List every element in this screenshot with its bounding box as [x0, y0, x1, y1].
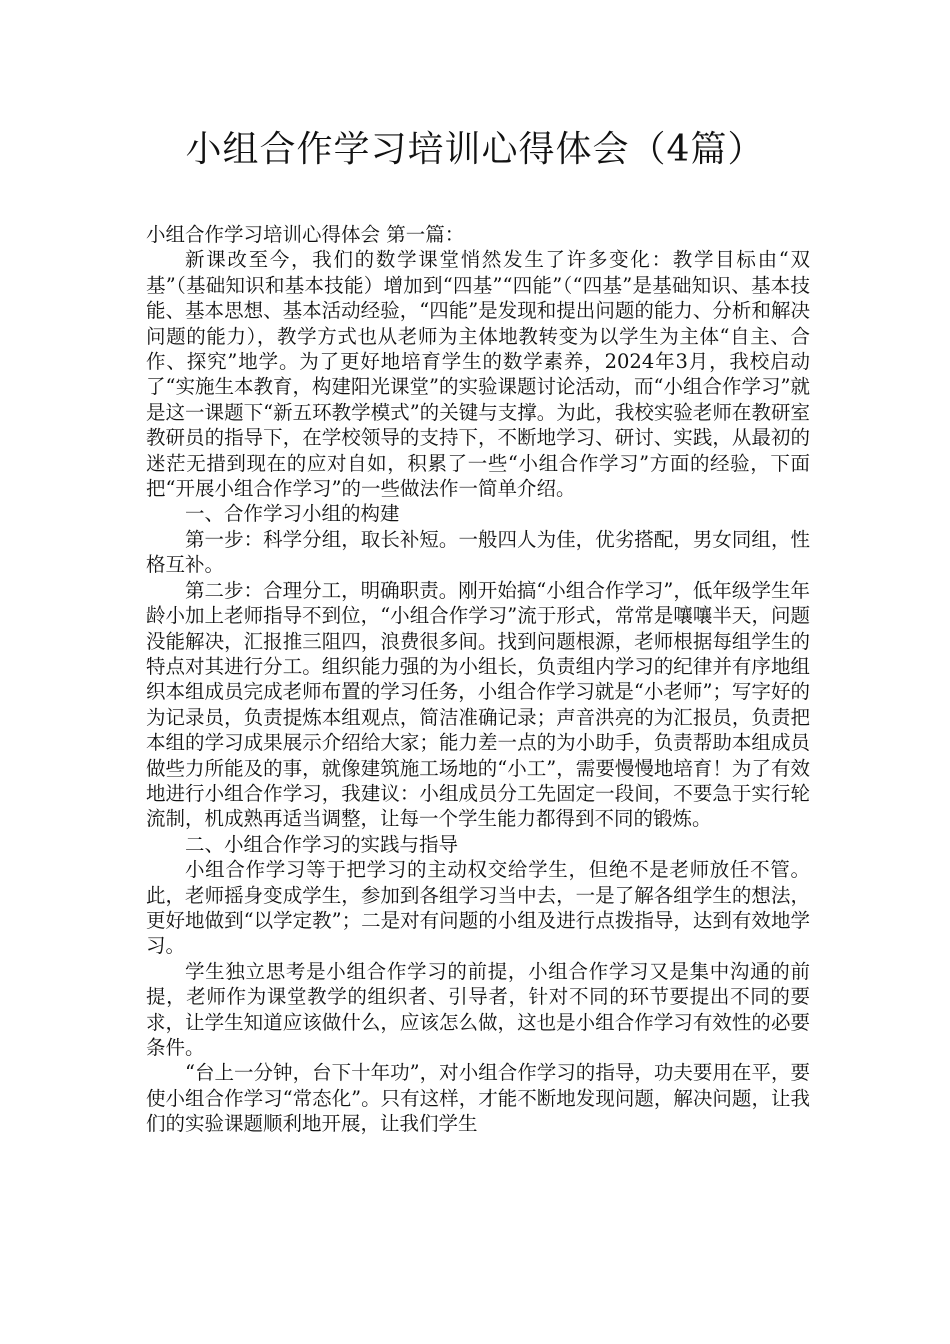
section-heading-first: 小组合作学习培训心得体会 第一篇：: [146, 223, 465, 246]
document-body: [146, 222, 810, 1137]
paragraph-teacher-role: 小组合作学习等于把学习的主动权交给学生，但绝不是老师放任不管。此，老师摇身变成学生，参加到各组学习当中去，一是了解各组学生的想法，更好地做到“以学定教”；二是对有问题的小组及进行点拨指导，达到有效地学习。: [146, 858, 810, 958]
document-title: 小组合作学习培训心得体会（4篇）: [185, 129, 765, 170]
section-heading-practice: 二、小组合作学习的实践与指导: [185, 832, 459, 856]
paragraph-daily-practice: “台上一分钟，台下十年功”，对小组合作学习的指导，功夫要用在平，要使小组合作学习“常态化”。只有这样，才能不断地发现问题，解决问题，让我们的实验课题顺利地开展，让我们学生: [146, 1061, 810, 1136]
paragraph-step-two: 第二步：合理分工，明确职责。刚开始搞“小组合作学习”，低年级学生年龄小加上老师指导不到位，“小组合作学习”流于形式，常常是嚷嚷半天，问题没能解决，汇报推三阻四，浪费很多间。找到问题根源，老师根据每组学生的特点对其进行分工。组织能力强的为小组长，负责组内学习的纪律并有序地组织本组成员完成老师布置的学习任务，小组合作学习就是“小老师”；写字好的为记录员，负责提炼本组观点，简洁准确记录；声音洪亮的为汇报员，负责把本组的学习成果展示介绍给大家；能力差一点的为小助手，负责帮助本组成员做些力所能及的事，就像建筑施工场地的“小工”，需要慢慢地培育！为了有效地进行小组合作学习，我建议：小组成员分工先固定一段间，不要急于实行轮流制，机成熟再适当调整，让每一个学生能力都得到不同的锻炼。: [146, 578, 810, 831]
section-heading-group-building: 一、合作学习小组的构建: [185, 502, 400, 526]
paragraph-step-one: 第一步：科学分组，取长补短。一般四人为佳，优劣搭配，男女同组，性格互补。: [146, 527, 810, 577]
paragraph-independent-thinking: 学生独立思考是小组合作学习的前提，小组合作学习又是集中沟通的前提，老师作为课堂教学的组织者、引导者，针对不同的环节要提出不同的要求，让学生知道应该做什么，应该怎么做，这也是小组合作学习有效性的必要条件。: [146, 959, 810, 1059]
paragraph-intro: 新课改至今，我们的数学课堂悄然发生了许多变化：教学目标由“双基”（基础知识和基本技能）增加到“四基”“四能”（“四基”是基础知识、基本技能、基本思想、基本活动经验，“四能”是发现和提出问题的能力、分析和解决问题的能力），教学方式也从老师为主体地教转变为以学生为主体“自主、合作、探究”地学。为了更好地培育学生的数学素养，2024年3月，我校启动了“实施生本教育，构建阳光课堂”的实验课题讨论活动，而“小组合作学习”就是这一课题下“新五环教学模式”的关键与支撑。为此，我校实验老师在教研室教研员的指导下，在学校领导的支持下，不断地学习、研讨、实践，从最初的迷茫无措到现在的应对自如，积累了一些“小组合作学习”方面的经验，下面把“开展小组合作学习”的一些做法作一简单介绍。: [146, 248, 810, 501]
